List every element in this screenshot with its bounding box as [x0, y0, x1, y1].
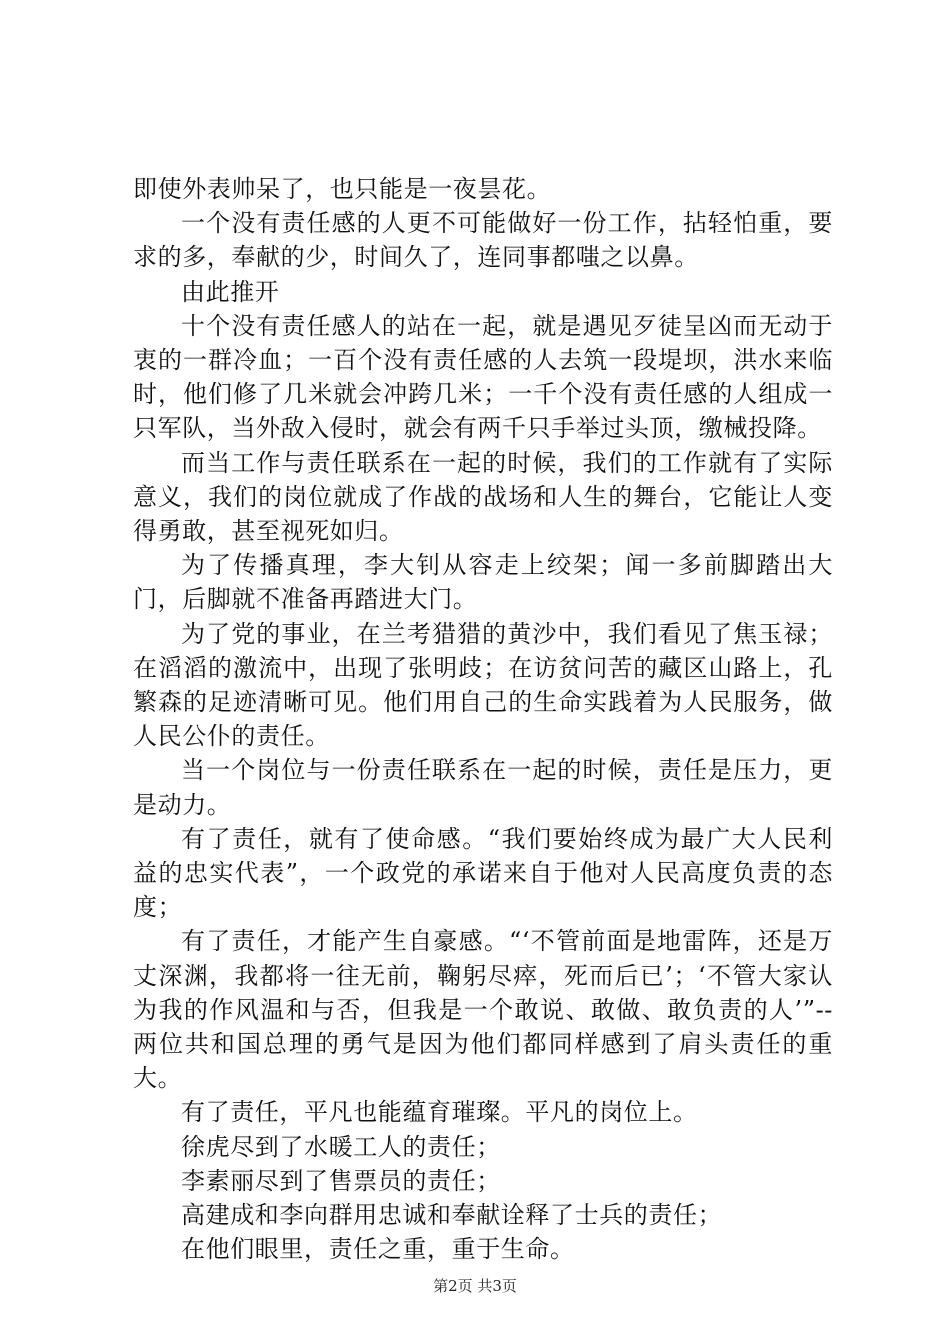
paragraph-2: 一个没有责任感的人更不可能做好一份工作，拈轻怕重，要求的多，奉献的少，时间久了，连同事都嗤之以鼻。: [133, 209, 833, 272]
paragraph-8: 当一个岗位与一份责任联系在一起的时候，责任是压力，更是动力。: [133, 756, 833, 819]
paragraph-4: 十个没有责任感人的站在一起，就是遇见歹徒呈凶而无动于衷的一群冷血；一百个没有责任感的人去筑一段堤坝，洪水来临时，他们修了几米就会冲跨几米；一千个没有责任感的人组成一只军队，当外敌入侵时，就会有两千只手举过头顶，缴械投降。: [133, 311, 833, 443]
paragraph-9: 有了责任，就有了使命感。“我们要始终成为最广大人民利益的忠实代表”，一个政党的承诺来自于他对人民高度负责的态度；: [133, 824, 833, 922]
paragraph-15: 在他们眼里，责任之重，重于生命。: [181, 1235, 575, 1264]
paragraph-11: 有了责任，平凡也能蕴育璀璨。平凡的岗位上。: [181, 1098, 698, 1127]
paragraph-10: 有了责任，才能产生自豪感。“‘不管前面是地雷阵，还是万丈深渊，我都将一往无前，鞠躬尽瘁，死而后已’；‘不管大家认为我的作风温和与否，但我是一个敢说、敢做、敢负责的人’”--两位共和国总理的勇气是因为他们都同样感到了肩头责任的重大。: [133, 927, 833, 1093]
paragraph-14: 高建成和李向群用忠诚和奉献诠释了士兵的责任；: [181, 1201, 723, 1230]
paragraph-5: 而当工作与责任联系在一起的时候，我们的工作就有了实际意义，我们的岗位就成了作战的战场和人生的舞台，它能让人变得勇敢，甚至视死如归。: [133, 448, 833, 546]
paragraph-13: 李素丽尽到了售票员的责任；: [181, 1166, 501, 1195]
paragraph-3: 由此推开: [181, 277, 280, 306]
page-number-footer: 第2页 共3页: [433, 1277, 517, 1295]
paragraph-1: 即使外表帅呆了，也只能是一夜昙花。: [133, 175, 552, 203]
paragraph-7: 为了党的事业，在兰考猎猎的黄沙中，我们看见了焦玉禄；在滔滔的激流中，出现了张明歧；在访贫问苦的藏区山路上，孔繁森的足迹清晰可见。他们用自己的生命实践着为人民服务，做人民公仆的责任。: [133, 619, 833, 751]
paragraph-6: 为了传播真理，李大钊从容走上绞架；闻一多前脚踏出大门，后脚就不准备再踏进大门。: [133, 551, 833, 614]
document-body: [133, 172, 833, 1267]
paragraph-12: 徐虎尽到了水暖工人的责任；: [181, 1132, 501, 1161]
